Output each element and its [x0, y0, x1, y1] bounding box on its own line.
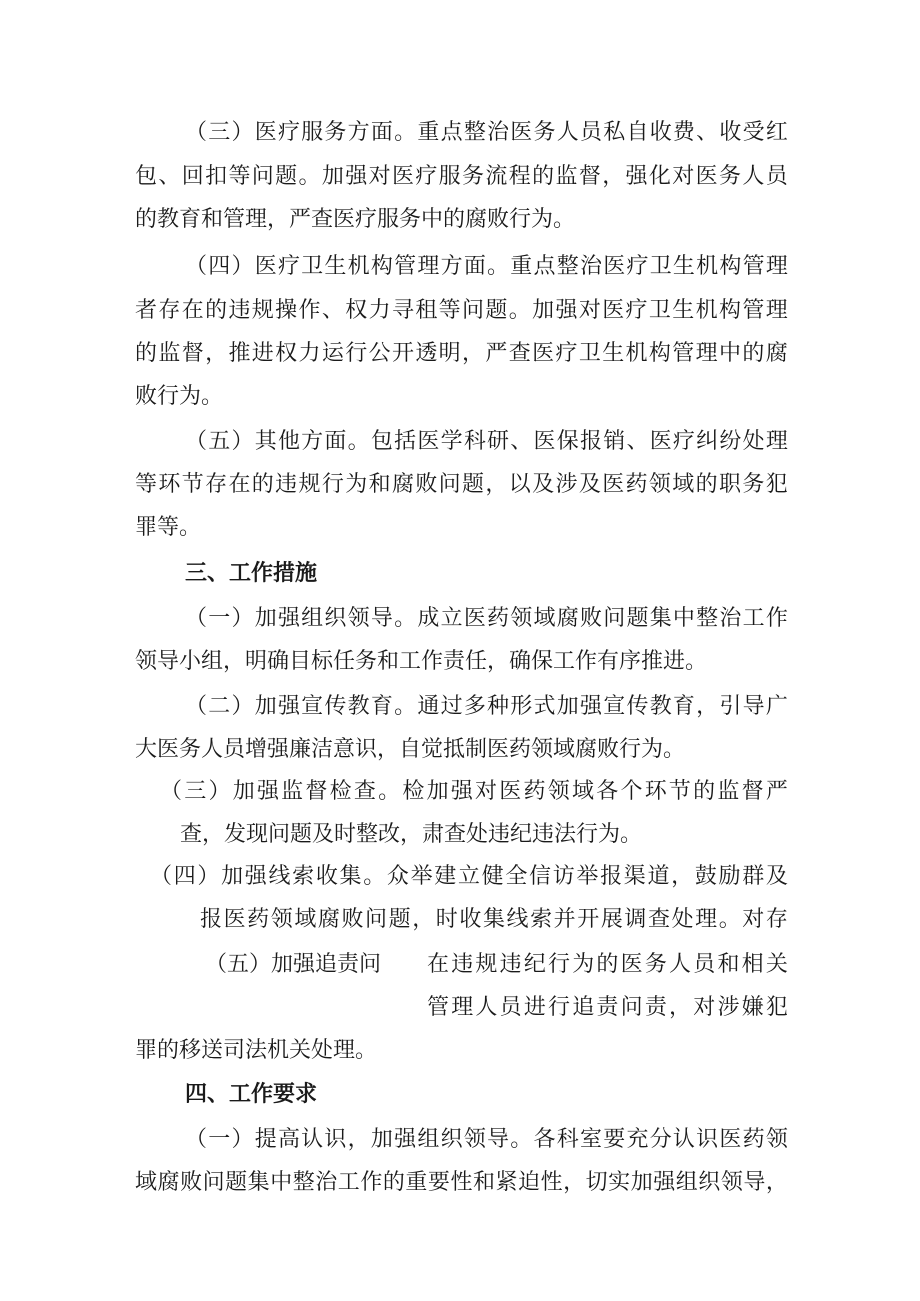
paragraph-institution-mgmt-line-3: 的 监 督 ， 推 进 权 力 运 行 公 开 透 明 ， 严 查 医 疗 卫 生 机 构 管 理 中 的 腐 [135, 341, 788, 366]
measure-accountability-line-2: 管 理 人 员 进 行 追 责 问 责 ， 对 涉 嫌 犯 [427, 995, 788, 1020]
paragraph-medical-service-line-2: 包 、 回 扣 等 问 题 。 加 强 对 医 疗 服 务 流 程 的 监 督 ， 强 化 对 医 务 人 员 [135, 164, 788, 189]
paragraph-medical-service-line-1: （ 三 ） 医 疗 服 务 方 面 。 重 点 整 治 医 务 人 员 私 自 收 费 、 收 受 红 [185, 120, 788, 145]
requirement-awareness-line-1: （ 一 ） 提 高 认 识 ， 加 强 组 织 领 导 。 各 科 室 要 充 分 认 识 医 药 领 [185, 1127, 788, 1152]
measure-publicity-line-1: （ 二 ） 加 强 宣 传 教 育 。 通 过 多 种 形 式 加 强 宣 传 教 育 ， 引 导 广 [185, 694, 788, 719]
measure-supervision-line-1: （ 三 ） 加 强 监 督 检 查 。 检 加 强 对 医 药 领 域 各 个 环 节 的 监 督 严 [160, 779, 788, 804]
paragraph-institution-mgmt-line-4: 败行为。 [135, 384, 224, 409]
paragraph-institution-mgmt-line-2: 者 存 在 的 违 规 操 作 、 权 力 寻 租 等 问 题 。 加 强 对 医 疗 卫 生 机 构 管 理 [135, 298, 788, 323]
requirement-awareness-line-2: 域 腐 败 问 题 集 中 整 治 工 作 的 重 要 性 和 紧 迫 性 ， 切 实 加 强 组 织 领 导 ， [135, 1170, 788, 1195]
paragraph-other-line-2: 等 环 节 存 在 的 违 规 行 为 和 腐 败 问 题 ， 以 及 涉 及 医 药 领 域 的 职 务 犯 [135, 472, 788, 497]
paragraph-medical-service-line-3: 的教育和管理，严查医疗服务中的腐败行为。 [135, 207, 576, 232]
measure-supervision-line-2: 查，发现问题及时整改，肃查处违纪违法行为。 [180, 822, 643, 847]
measure-organization-line-2: 领导小组，明确目标任务和工作责任，确保工作有序推进。 [135, 649, 708, 674]
paragraph-other-line-1: （ 五 ） 其 他 方 面 。 包 括 医 学 科 研 、 医 保 报 销 、 医 疗 纠 纷 处 理 [185, 429, 788, 454]
paragraph-other-line-3: 罪等。 [135, 515, 202, 540]
measure-organization-line-1: （ 一 ） 加 强 组 织 领 导 。 成 立 医 药 领 域 腐 败 问 题 集 中 整 治 工 作 [185, 606, 788, 631]
measure-accountability-line-1b: 在 违 规 违 纪 行 为 的 医 务 人 员 和 相 关 [427, 952, 788, 977]
section-heading-work-measures: 三、工作措施 [185, 561, 318, 586]
measure-clues-line-1: （ 四 ） 加 强 线 索 收 集 。 众 举 建 立 健 全 信 访 举 报 渠 道 ， 鼓 励 群 及 [150, 864, 788, 889]
paragraph-institution-mgmt-line-1: （ 四 ） 医 疗 卫 生 机 构 管 理 方 面 。 重 点 整 治 医 疗 卫 生 机 构 管 理 [185, 254, 788, 279]
measure-clues-line-2: 报 医 药 领 域 腐 败 问 题 ， 时 收 集 线 索 并 开 展 调 查 处 理 。 对 存 [200, 907, 788, 932]
section-heading-work-requirements: 四、工作要求 [185, 1082, 318, 1107]
measure-accountability-line-1a: （五）加强追责问 [205, 952, 382, 977]
measure-accountability-line-3: 罪的移送司法机关处理。 [135, 1038, 378, 1063]
measure-publicity-line-2: 大医务人员增强廉洁意识，自觉抵制医药领域腐败行为。 [135, 737, 686, 762]
